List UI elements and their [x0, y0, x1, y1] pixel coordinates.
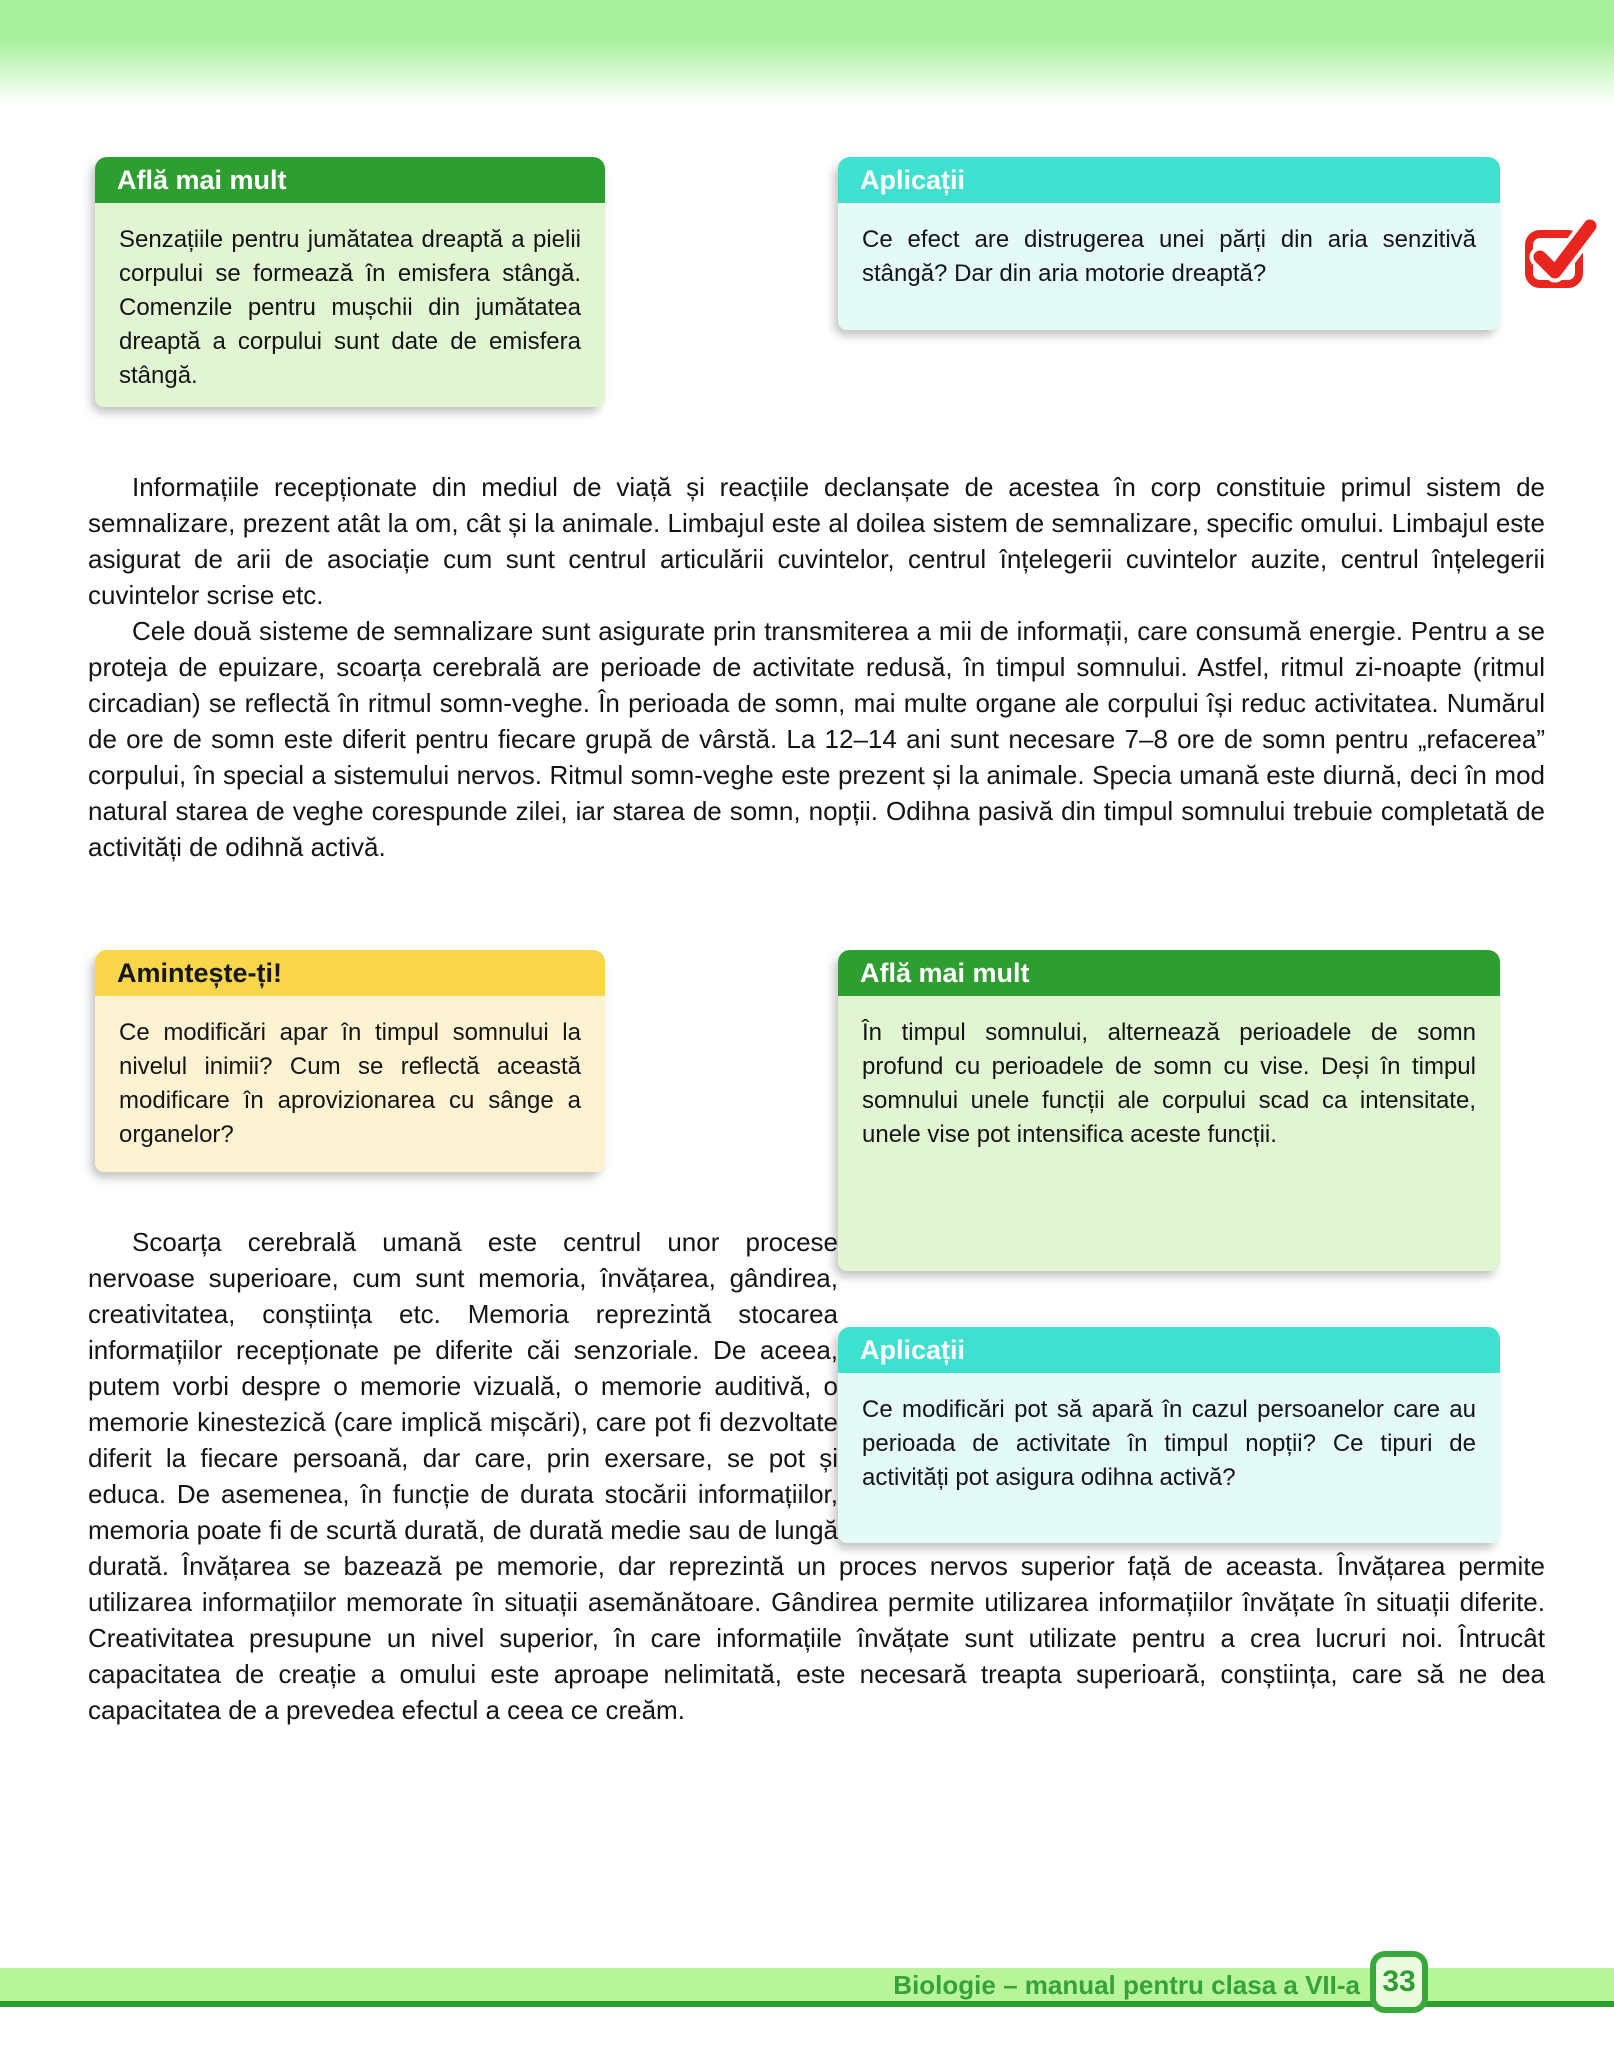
- info-box-aplicatii-1: [838, 157, 1500, 330]
- box-text: În timpul somnului, alternează perioadele de somn profund cu perioadele de somn cu vise. Deși în timpul somnului unele funcții ale corpului scad ca intensitate, unele vise pot intensifica aceste funcții.: [838, 996, 1500, 1271]
- info-box-afla-mai-mult-1: [95, 157, 605, 407]
- box-title: Află mai mult: [95, 157, 605, 203]
- page-number-badge: 33: [1370, 1951, 1428, 2013]
- right-column-boxes: [838, 950, 1500, 1543]
- top-boxes-row: [88, 157, 1545, 407]
- box-text: Ce modificări apar în timpul somnului la nivelul inimii? Cum se reflectă această modificare în aprovizionarea cu sânge a organelor?: [95, 996, 605, 1172]
- box-text: Senzațiile pentru jumătatea dreaptă a pielii corpului se formează în emisfera stângă. Comenzile pentru mușchii din jumătatea dreaptă a corpului sunt date de emisfera stângă.: [95, 203, 605, 407]
- box-title: Aplicații: [838, 1327, 1500, 1373]
- paragraph-sleep-rhythm: Cele două sisteme de semnalizare sunt asigurate prin transmiterea a mii de informații, care consumă energie. Pentru a se proteja de epuizare, scoarța cerebrală are perioade de activitate redusă, în timpul somnului. Astfel, ritmul zi-noapte (ritmul circadian) se reflectă în ritmul somn-veghe. În perioada de somn, mai multe organe ale corpului își reduc activitatea. Numărul de ore de somn este diferit pentru fiecare grupă de vârstă. La 12–14 ani sunt necesare 7–8 ore de somn pentru „refacerea” corpului, în special a sistemului nervos. Ritmul somn-veghe este prezent și la animale. Specia umană este diurnă, deci în mod natural starea de veghe corespunde zilei, iar starea de somn, nopții. Odihna pasivă din timpul somnului trebuie completată de activități de odihnă activă.: [88, 616, 1545, 862]
- box-text: Ce modificări pot să apară în cazul persoanelor care au perioada de activitate în timpul nopții? Ce tipuri de activități pot asigura odihna activă?: [838, 1373, 1500, 1543]
- paragraph-signal-systems: Informațiile recepționate din mediul de viață și reacțiile declanșate de acestea în corp constituie primul sistem de semnalizare, prezent atât la om, cât și la animale. Limbajul este al doilea sistem de semnalizare, specific omului. Limbajul este asigurat de arii de asociație cum sunt centrul articulării cuvintelor, centrul înțelegerii cuvintelor auzite, centrul înțelegerii cuvintelor scrise etc.: [88, 472, 1545, 610]
- red-checkbox-icon: [1522, 216, 1598, 292]
- page-content: [88, 105, 1545, 1728]
- info-box-afla-mai-mult-2: [838, 950, 1500, 1271]
- info-box-aminteste-ti: [95, 950, 605, 1172]
- checkbox-checkmark-glyph: [1522, 216, 1598, 292]
- box-title: Află mai mult: [838, 950, 1500, 996]
- box-text: Ce efect are distrugerea unei părți din aria senzitivă stângă? Dar din aria motorie dreaptă?: [838, 203, 1500, 330]
- box-title: Amintește-ți!: [95, 950, 605, 996]
- box-gap: [838, 1271, 1500, 1327]
- box-title: Aplicații: [838, 157, 1500, 203]
- top-gradient-bar: [0, 0, 1614, 105]
- footer-book-title: Biologie – manual pentru clasa a VII-a: [893, 1970, 1360, 2000]
- info-box-aplicatii-2: [838, 1327, 1500, 1543]
- paragraph-memory-learning: Scoarța cerebrală umană este centrul unor procese nervoase superioare, cum sunt memoria, învățarea, gândirea, creativitatea, conștiința etc. Memoria reprezintă stocarea informațiilor recepționate pe diferite căi senzoriale. De aceea, putem vorbi despre o memorie vizuală, o memorie auditivă, o memorie kinestezică (care implică mișcări), care pot fi dezvoltate diferit la fiecare persoană, dar care, prin exersare, se pot și educa. De asemenea, în funcție de durata stocării informațiilor, memoria poate fi de scurtă durată, de durată medie sau de lungă durată. Învățarea se bazează pe memorie, dar reprezintă un proces nervos superior față de aceasta. Învățarea permite utilizarea informațiilor memorate în situații asemănătoare. Gândirea permite utilizarea informațiilor învățate în situații diferite. Creativitatea presupune un nivel superior, în care informațiile învățate sunt utilizate pentru a crea lucruri noi. Întrucât capacitatea de creație a omului este aproape nelimitată, este necesară treapta superioară, conștiința, care să ne dea capacitatea de a prevedea efectul a ceea ce creăm.: [88, 1227, 1545, 1725]
- lower-section: [88, 950, 1545, 1728]
